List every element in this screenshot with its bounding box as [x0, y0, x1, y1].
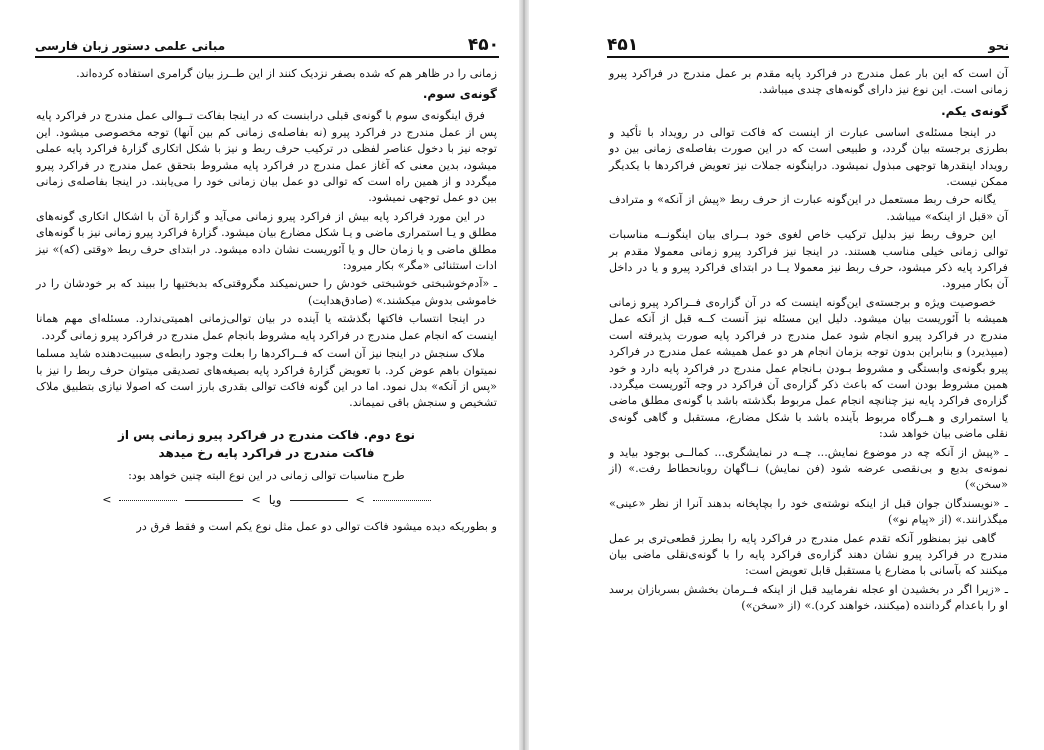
paragraph: یگانه حرف ربط مستعمل در این‌گونه عبارت از حرف ربط «پیش از آنکه» و مترادف آن «قبل از اینکه» میباشد.	[609, 193, 1008, 223]
dotted-line	[119, 500, 177, 501]
subsection-heading: گونه‌ی یکم.	[941, 103, 1008, 118]
section-heading-line: نوع دوم. فاکت مندرج در فراکرد پیرو زمانی پس از	[117, 427, 416, 442]
subsection-heading: گونه‌ی سوم.	[422, 87, 497, 102]
paragraph: زمانی را در ظاهر هم که شده بصفر نزدیک کنند از این طــرز بیان گرامری استفاده کرده‌اند.	[76, 67, 497, 80]
paragraph: گاهی نیز بمنظور آنکه تقدم عمل مندرج در فراکرد پایه را بطرز قطعی‌تری بر عمل مندرج در فراکرد پیرو نشان دهند گزاره‌ی فراکرد پایه را با گونه‌ی‌نقلی ماضی بیان میکنند که بآسانی با مضارع یا مستقبل قابل تعویض است:	[609, 531, 1008, 578]
arrow-right-icon: <	[102, 493, 112, 507]
quotation: ـ «پیش از آنکه چه در موضوع نمایش... چــه در نمایشگری... کمالــی بوجود بیاید و نمونه‌ی بدیع و بی‌نقصی عرضه شود (فن نمایش) نــاگهان روبانحطاط رفت.» (از «سخن»)	[609, 445, 1008, 492]
paragraph: ملاک سنجش در اینجا نیز آن است که فــراکردها را بعلت وجود رابطه‌ی سببیت‌دهنده شاید مسلما نمیتوان باهم عوض کرد. با تعویض گزارهٔ فراکرد پایه بصیغه‌های تصدیقی میتوان حرف ربط را نیز با «پس از آنکه» بدل نمود. اما در این گونه فاکت توالی بقدری بارز است که اصولا نیازی بتطبیق ملاک تشخیص و سنجش باقی نمیماند.	[36, 347, 497, 410]
arrow-right-icon: <	[251, 493, 261, 507]
right-page-header	[607, 32, 1009, 58]
paragraph: فرق اینگونه‌ی سوم با گونه‌ی قبلی درابنست که در اینجا بفاکت تــوالی عمل مندرج در فراکرد پایه پس از عمل مندرج در فراکرد پیرو (نه بفاصله‌ی زمانی کم بین آنها) توجه مخصوصی میشود. این توجه نیز با دخول عناصر لفظی در ترکیب حرف ربط و نیز با شکل اتکاری گزارهٔ فراکرد پایه عملی میشود، بدین معنی که آغاز عمل مندرج در فراکرد پایه مشروط بتحقق عمل مندرج در فراکرد پیرو میگردد و از همین راه است که توالی دو عمل بیان زمانی خود را می‌یابند. در اینجا بفاصله‌ی زمانی بین دو عمل توجهی نمیشود.	[36, 109, 497, 205]
left-running-title: مبانی علمی دستور زبان فارسی	[35, 39, 226, 53]
quotation: ـ «آدم‌خوشبختی خوشبختی خودش را حس‌نمیکند مگروقتی‌که بدبختیها را ببیند که بر خودشان را در خاموشی بدوش میکشند.» (صادق‌هدایت)	[36, 277, 497, 307]
scheme-connector: ویا	[268, 493, 282, 508]
left-page	[0, 0, 519, 750]
dotted-line	[373, 500, 431, 501]
paragraph: در این مورد فراکرد پایه بیش از فراکرد پیرو زمانی می‌آید و گزارهٔ آن با اشکال اتکاری گونه‌های مطلق و یـا استمراری ماضی و یـا شکل مضارع بیان میشود. گزارهٔ فراکرد پیرو زمانی نیز با گونه‌های مطلق ماضی و یا زمان حال و یا آئوریست نشان داده میشود. در ابتدای حرف ربط «وقتی (که)» نیز ادات استثنائی «مگر» بکار میرود:	[36, 209, 497, 273]
left-page-number: ۴۵۰	[467, 35, 499, 55]
paragraph: آن است که این بار عمل مندرج در فراکرد پایه مقدم بر عمل مندرج در فراکرد پیرو زمانی است. این نوع نیز دارای گونه‌های چندی میباشد.	[609, 67, 1008, 97]
solid-line	[185, 500, 243, 501]
book-gutter	[519, 0, 529, 750]
section-heading	[36, 426, 497, 462]
left-page-header	[35, 32, 499, 58]
quotation: ـ «زیرا اگر در بخشیدن او عجله نفرمایید قبل از اینکه فــرمان بخشش بسربازان برسد او را باعدام گرداننده (میکنند، خواهند کرد).» (از «سخن»)	[609, 582, 1008, 613]
right-page-number: ۴۵۱	[607, 35, 639, 55]
quotation: ـ «نویسندگان جوان قبل از اینکه نوشته‌ی خود را بچاپخانه بدهند آنرا از نظر «عینی» میگذرانند.» (از «پیام نو»)	[609, 496, 1008, 527]
paragraph: و بطوریکه دیده میشود فاکت توالی دو عمل مثل نوع یکم است و فقط فرق در	[136, 519, 497, 533]
paragraph: در اینجا انتساب فاکتها بگذشته یا آینده در بیان توالی‌زمانی اهمیتی‌ندارد. مسئله‌ای مهم همانا اینست که انجام عمل مندرج در فراکرد پایه مشروط بانجام عمل مندرج در فراکرد پیرو زمانی گردد.	[36, 312, 497, 342]
solid-line	[290, 500, 348, 501]
arrow-right-icon: <	[355, 493, 365, 507]
section-heading-line: فاکت مندرج در فراکرد پایه رخ میدهد	[158, 445, 375, 460]
scheme-intro: طرح مناسبات توالی زمانی در این نوع البته چنین خواهد بود:	[128, 468, 405, 482]
paragraph: خصوصیت ویژه و برجسته‌ی این‌گونه اینست که در آن گزاره‌ی فــراکرد پیرو زمانی همیشه با آئوریست بیان میشود. دلیل این مسئله نیز آنست کــه قبل از آنکه عمل مندرج در فراکرد پیرو انجام شود عمل مندرج در فراکرد پایه صورت پذیرفته است (میپذیرد) و بنابراین بدون توجه بزمان انجام هر دو عمل همیشه عمل مندرج در فراکرد پیرو بگونه‌ی وابستگی و مشروط بـودن بـانجام عمل مندرج در فراکرد پایه دارد و خود همین مشروط بودن است که باعث ذکر گزاره‌ی آن فراکرد در وجه آئوریست میگردد. گزاره‌ی فراکرد پایه نیز چنانچه انجام عمل مربوط بگذشته باشد با گونه‌ی مطلق ماضی یا استمراری و هــرگاه مربوط بآینده باشد با شکل مضارع، مستقبل و گاهی گونه‌ی نقلی ماضی بیان خواهد شد:	[609, 295, 1008, 441]
right-page	[529, 0, 1044, 750]
right-page-body	[609, 66, 1008, 617]
left-page-body	[36, 66, 497, 537]
right-running-title: نحو	[988, 39, 1009, 53]
paragraph: این حروف ربط نیز بدلیل ترکیب خاص لغوی خود بــرای بیان اینگونــه مناسبات توالی زمانی خیلی مناسب هستند. در اینجا نیز فراکرد پیرو زمانی معمولا مقدم بر فراکرد پایه ذکر میشود، حرف ربط نیز معمولا یــا در ابتدای فراکرد پیرو و یا در داخل آن بکار میرود.	[609, 228, 1008, 291]
paragraph: در اینجا مسئله‌ی اساسی عبارت از اینست که فاکت توالی در رویداد با تأکید و بطرزی برجسته بیان گردد، و طبیعی است که در این صورت بفاصله‌ی زمانی بین دو رویداد اینقدرها توجهی مبذول نمیشود. دراینگونه جملات نیز تعویض فراکردها با یکدیگر ممکن نیست.	[609, 125, 1008, 189]
sequence-scheme	[36, 492, 497, 508]
